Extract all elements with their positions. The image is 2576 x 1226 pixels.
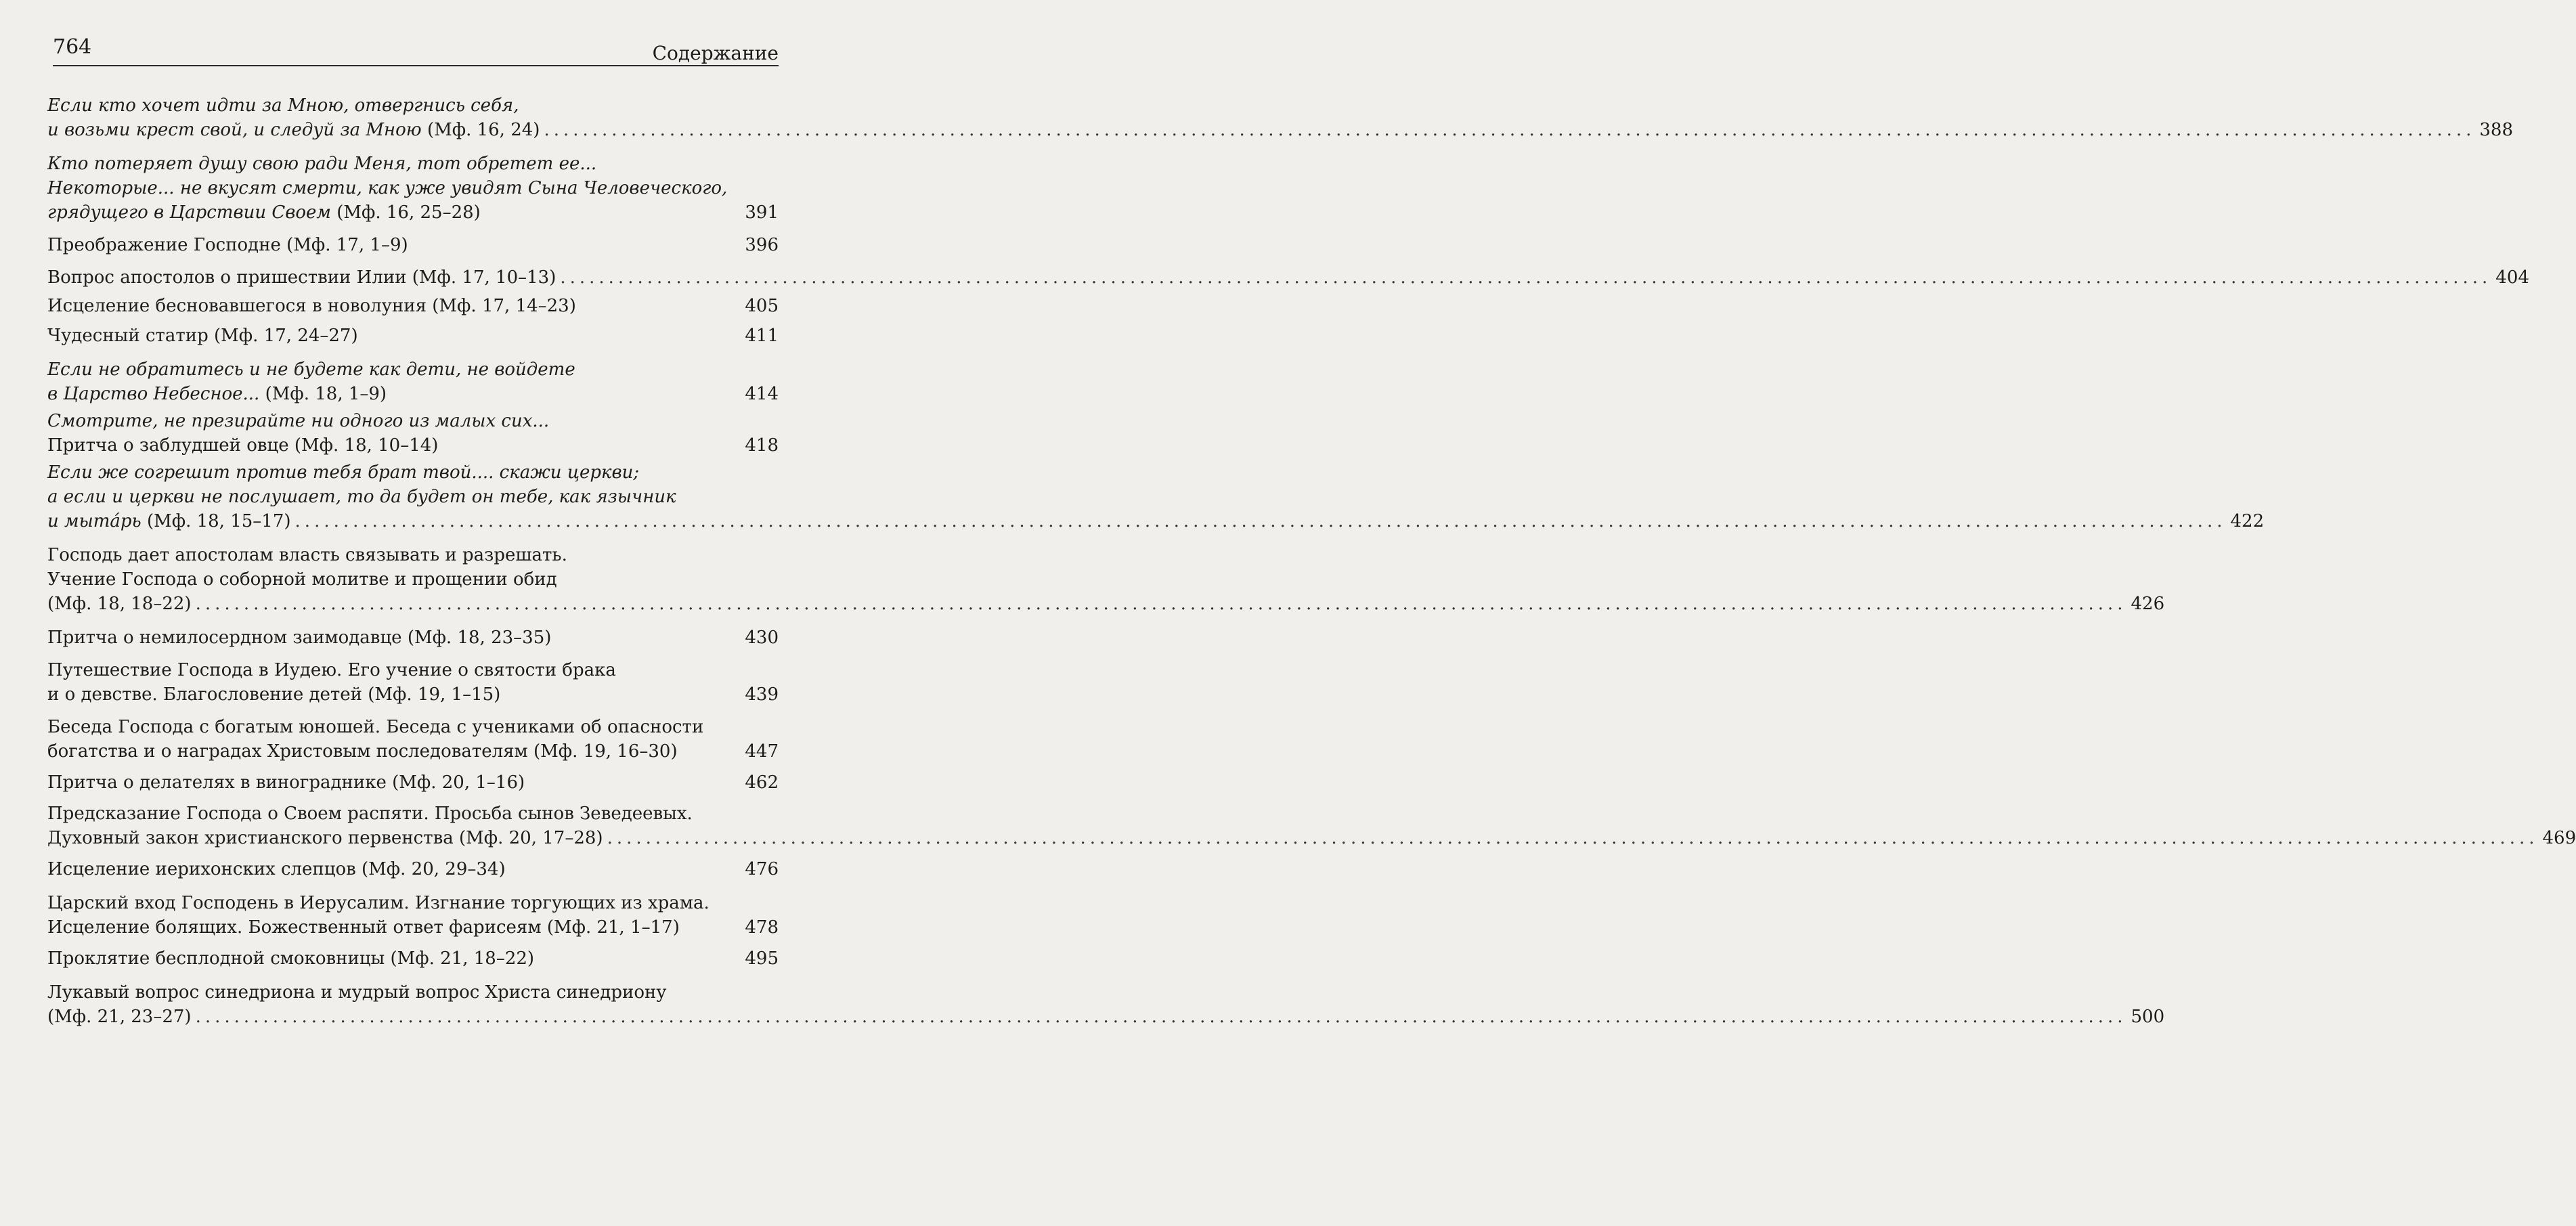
toc-page-number: 495 [745,948,779,969]
toc-entry-title: Исцеление иерихонских слепцов (Мф. 20, 29–34) [47,859,506,879]
toc-entry-title: богатства и о наградах Христовым последователям (Мф. 19, 16–30) [47,741,678,762]
toc-entry-last-line [47,915,779,940]
toc-entry-title: Преображение Господне (Мф. 17, 1–9) [47,235,408,255]
toc-entry [47,460,2265,533]
toc-page-number: 422 [2230,511,2265,531]
toc-entry [47,802,2576,850]
toc-entry-title: Притча о немилосердном заимодавце (Мф. 18, 23–35) [47,628,552,648]
toc-entry [47,857,779,881]
toc-leader-dots: ........................................................................................................................................................................................................ [294,511,2227,531]
toc-entry-line: Беседа Господа с богатым юношей. Беседа с учениками об опасности [47,717,704,737]
toc-entry-line: Если не обратитесь и не будете как дети, не войдете [47,359,575,380]
toc-entry-title: Проклятие бесплодной смоковницы (Мф. 21, 18–22) [47,948,535,969]
toc-entry-last-line [47,118,2514,142]
toc-leader-dots: ........................................................................................................................................................................................................ [607,828,2539,848]
toc-entry-line: Кто потеряет душу свою ради Меня, тот обретет ее... [47,154,597,174]
toc-entry [47,980,2165,1029]
toc-entry-line: Лукавый вопрос синедриона и мудрый вопрос Христа синедриону [47,982,667,1003]
toc-entry [47,770,779,795]
toc-page-number: 404 [2495,267,2529,288]
toc-entry-title: и мытáрь (Мф. 18, 15–17) [47,511,291,531]
toc-entry [47,891,779,940]
toc-entry-last-line [47,739,779,764]
toc-entry-line: Путешествие Господа в Иудею. Его учение о святости брака [47,660,616,680]
toc-entry-title: Притча о заблудшей овце (Мф. 18, 10–14) [47,435,439,456]
toc-entry [47,233,779,257]
toc-entry-last-line [47,433,779,458]
toc-entry [47,715,779,764]
section-title: Содержание [652,42,779,64]
page-number: 764 [53,35,92,59]
toc-entry-last-line [47,294,779,318]
toc-entry-last-line [47,682,779,707]
toc-page-number: 426 [2131,594,2165,614]
toc-entry-title: Исцеление бесновавшегося в новолуния (Мф. 17, 14–23) [47,296,576,316]
toc-leader-dots: ........................................................................................................................................................................................................ [544,120,2476,140]
toc-entry [47,946,779,971]
toc-page-number: 430 [745,628,779,648]
toc-entry-last-line [47,626,779,650]
toc-entry-last-line [47,200,779,225]
toc-page-number: 478 [745,917,779,938]
toc-page-number: 447 [745,741,779,762]
toc-entry-last-line [47,1005,2165,1029]
toc-entry [47,543,2165,616]
toc-leader-dots: ........................................................................................................................................................................................................ [560,267,2492,288]
toc-entry-title: (Мф. 18, 18–22) [47,594,192,614]
toc-entry-line: Некоторые... не вкусят смерти, как уже увидят Сына Человеческого, [47,178,728,198]
toc-page-number: 405 [745,296,779,316]
toc-entry-line: Если же согрешит против тебя брат твой.... скажи церкви; [47,462,640,483]
toc-page-number: 414 [745,384,779,404]
toc-entry [47,93,2514,142]
toc-entry-line: Господь дает апостолам власть связывать и разрешать. [47,545,567,565]
toc-entry-last-line [47,324,779,348]
toc-entry [47,324,779,348]
toc-entry [47,658,779,707]
toc-entry-last-line [47,382,779,406]
toc-entry-line: а если и церкви не послушает, то да будет он тебе, как язычник [47,487,676,507]
toc-entry-title: в Царство Небесное... (Мф. 18, 1–9) [47,384,387,404]
toc-entry-last-line [47,826,2576,850]
toc-page-number: 476 [745,859,779,879]
toc-page-number: 500 [2131,1007,2165,1027]
toc-entry-line: Если кто хочет идти за Мною, отвергнись себя, [47,95,519,116]
toc-entry [47,294,779,318]
toc-entry-line: Предсказание Господа о Своем распяти. Просьба сынов Зеведеевых. [47,804,693,824]
toc-page-number: 396 [745,235,779,255]
toc-entry-line: Царский вход Господень в Иерусалим. Изгнание торгующих из храма. [47,893,710,913]
running-head [53,31,779,66]
toc-entry [47,626,779,650]
toc-page-number: 411 [745,326,779,346]
toc-entry-last-line [47,770,779,795]
toc-entry [47,409,779,458]
toc-entry-line: Смотрите, не презирайте ни одного из малых сих... [47,411,550,431]
toc-entry-title: Исцеление болящих. Божественный ответ фарисеям (Мф. 21, 1–17) [47,917,680,938]
toc-page-number: 439 [745,684,779,705]
toc-entry-last-line [47,233,779,257]
toc-entry-last-line [47,857,779,881]
toc-entry-last-line [47,265,2529,290]
toc-page-number: 388 [2479,120,2514,140]
table-of-contents [47,87,2576,1029]
toc-entry-title: грядущего в Царствии Своем (Мф. 16, 25–28) [47,202,481,223]
toc-entry [47,265,2529,290]
toc-entry-last-line [47,592,2165,616]
toc-entry-title: Вопрос апостолов о пришествии Илии (Мф. 17, 10–13) [47,267,556,288]
toc-page-number: 462 [745,772,779,793]
toc-leader-dots: ........................................................................................................................................................................................................ [195,1007,2127,1027]
toc-leader-dots: ........................................................................................................................................................................................................ [195,594,2127,614]
toc-entry-title: Духовный закон христианского первенства (Мф. 20, 17–28) [47,828,603,848]
toc-entry-title: (Мф. 21, 23–27) [47,1007,192,1027]
toc-page-number: 469 [2542,828,2576,848]
toc-entry-title: Чудесный статир (Мф. 17, 24–27) [47,326,358,346]
toc-page-number: 391 [745,202,779,223]
toc-entry-last-line [47,946,779,971]
book-page [47,0,2576,1226]
toc-page-number: 418 [745,435,779,456]
toc-entry [47,357,779,406]
toc-entry-line: Учение Господа о соборной молитве и прощении обид [47,569,557,590]
toc-entry-title: и возьми крест свой, и следуй за Мною (Мф. 16, 24) [47,120,540,140]
toc-entry-last-line [47,509,2265,533]
toc-entry-title: и о девстве. Благословение детей (Мф. 19, 1–15) [47,684,501,705]
toc-entry-title: Притча о делателях в винограднике (Мф. 20, 1–16) [47,772,525,793]
toc-entry [47,152,779,225]
